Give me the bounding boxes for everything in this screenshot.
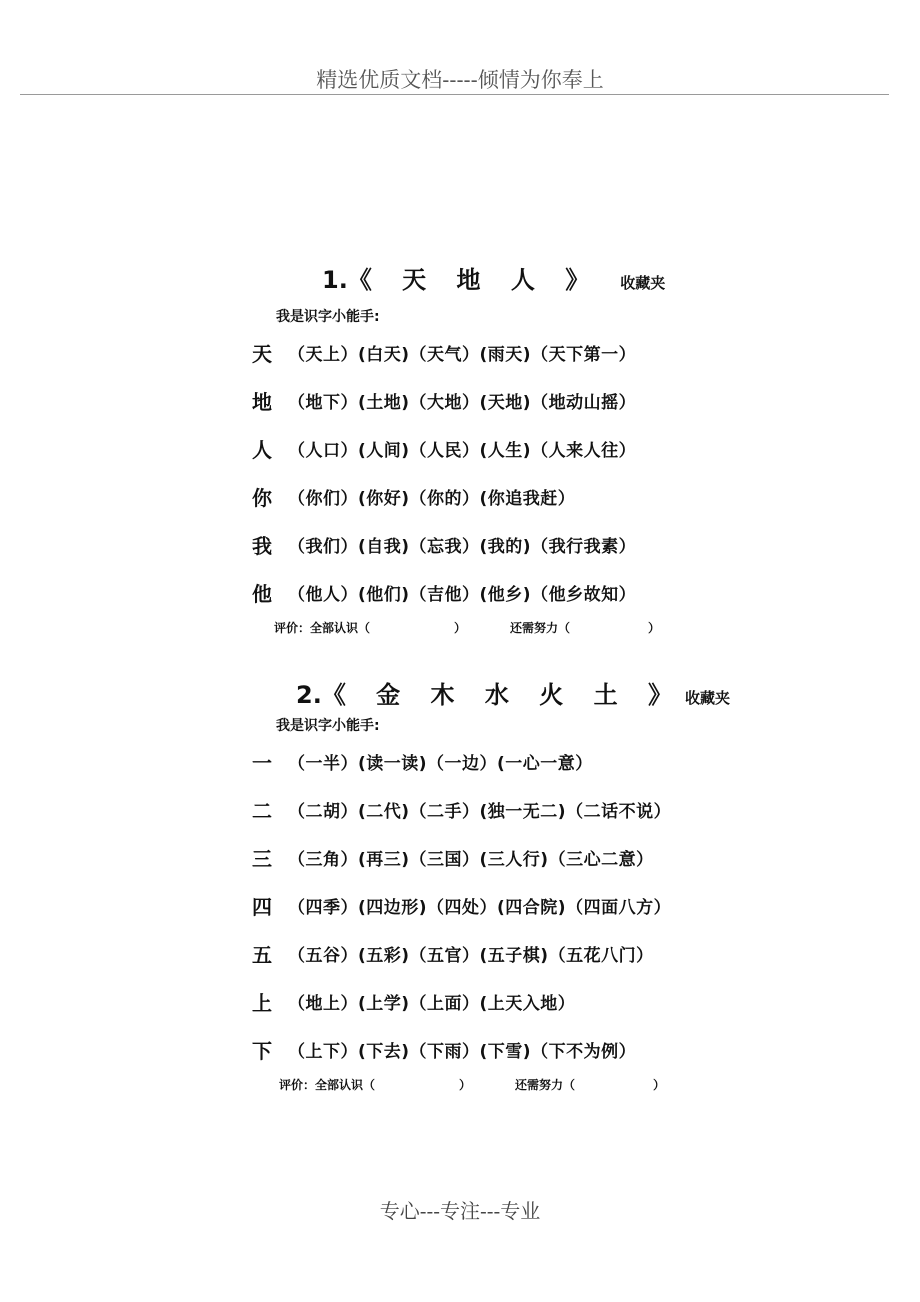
row-character: 他 bbox=[252, 581, 272, 606]
eval-needs-work-label: 还需努力（ bbox=[515, 1078, 576, 1092]
word-row bbox=[252, 746, 593, 776]
section-1-tag: 收藏夹 bbox=[620, 274, 666, 292]
row-character: 一 bbox=[252, 750, 272, 775]
row-words: （人口）(人间)（人民）(人生)（人来人往） bbox=[288, 440, 637, 461]
section-2-title bbox=[296, 675, 730, 710]
word-row bbox=[252, 433, 636, 463]
row-words: （四季）(四边形)（四处）(四合院)（四面八方） bbox=[288, 897, 672, 918]
eval-all-known-close: ） bbox=[454, 621, 467, 635]
word-row bbox=[252, 337, 636, 367]
word-row bbox=[252, 385, 636, 415]
row-character: 二 bbox=[252, 798, 272, 823]
section-1-subtitle: 我是识字小能手: bbox=[276, 309, 380, 325]
row-words: （二胡）(二代)（二手）(独一无二)（二话不说） bbox=[288, 801, 672, 822]
row-character: 四 bbox=[252, 894, 272, 919]
row-words: （地下）(土地)（大地）(天地)（地动山摇） bbox=[288, 392, 637, 413]
section-2-subtitle: 我是识字小能手: bbox=[276, 718, 380, 734]
eval-all-known-close: ） bbox=[459, 1078, 472, 1092]
row-character: 三 bbox=[252, 846, 272, 871]
page-header: 精选优质文档-----倾情为你奉上 bbox=[316, 68, 604, 92]
eval-needs-work-close: ） bbox=[653, 1078, 666, 1092]
row-character: 下 bbox=[252, 1038, 272, 1063]
word-row bbox=[252, 938, 654, 968]
row-words: （我们）(自我)（忘我）(我的)（我行我素） bbox=[288, 536, 637, 557]
section-1-number: 1. bbox=[322, 266, 348, 294]
row-words: （三角）(再三)（三国）(三人行)（三心二意） bbox=[288, 849, 654, 870]
row-words: （上下）(下去)（下雨）(下雪)（下不为例） bbox=[288, 1041, 637, 1062]
page-footer: 专心---专注---专业 bbox=[379, 1199, 541, 1223]
section-2-number: 2. bbox=[296, 681, 322, 709]
word-row bbox=[252, 890, 671, 920]
section-1-heading: 《 天 地 人 》 bbox=[347, 266, 601, 294]
word-row bbox=[252, 1034, 636, 1064]
row-words: （天上）(白天)（天气）(雨天)（天下第一） bbox=[288, 344, 637, 365]
row-words: （他人）(他们)（吉他）(他乡)（他乡故知） bbox=[288, 584, 637, 605]
row-words: （一半）(读一读)（一边）(一心一意） bbox=[288, 753, 593, 774]
word-row bbox=[252, 481, 575, 511]
section-2-evaluation bbox=[279, 1076, 679, 1092]
section-2-heading: 《 金 木 水 火 土 》 bbox=[321, 681, 683, 709]
section-2-tag: 收藏夹 bbox=[684, 689, 730, 707]
row-character: 地 bbox=[252, 389, 272, 414]
word-row bbox=[252, 577, 636, 607]
row-character: 天 bbox=[252, 341, 272, 366]
row-words: （你们）(你好)（你的）(你追我赶） bbox=[288, 488, 576, 509]
row-character: 你 bbox=[252, 485, 272, 510]
row-character: 人 bbox=[252, 437, 272, 462]
row-words: （地上）(上学)（上面）(上天入地） bbox=[288, 993, 576, 1014]
section-1-evaluation bbox=[274, 619, 674, 635]
row-character: 上 bbox=[252, 990, 272, 1015]
row-words: （五谷）(五彩)（五官）(五子棋)（五花八门） bbox=[288, 945, 654, 966]
eval-all-known-label: 评价：全部认识（ bbox=[279, 1078, 376, 1092]
word-row bbox=[252, 986, 575, 1016]
word-row bbox=[252, 794, 671, 824]
row-character: 五 bbox=[252, 942, 272, 967]
section-1-title bbox=[322, 260, 665, 295]
header-divider bbox=[20, 94, 889, 95]
eval-needs-work-close: ） bbox=[648, 621, 661, 635]
eval-all-known-label: 评价：全部认识（ bbox=[274, 621, 371, 635]
eval-needs-work-label: 还需努力（ bbox=[510, 621, 571, 635]
word-row bbox=[252, 842, 654, 872]
word-row bbox=[252, 529, 636, 559]
row-character: 我 bbox=[252, 533, 272, 558]
